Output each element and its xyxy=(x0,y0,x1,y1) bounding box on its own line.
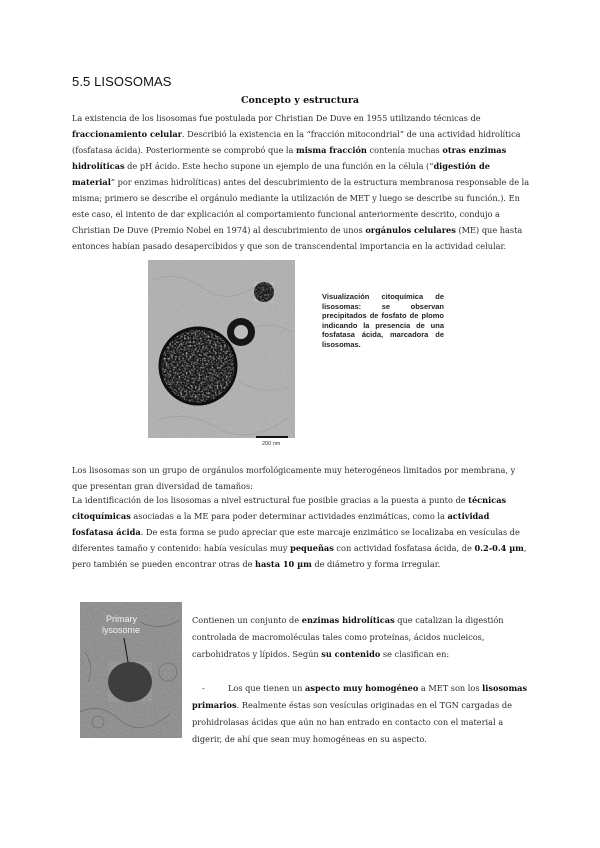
text-run: de pH ácido. Este hecho supone un ejemplo de una función en la célula (“ xyxy=(124,161,434,171)
text-run: . De esta forma se pudo apreciar que este marcaje enzimático se localizaba en vesículas de diferentes tamaño y contenido: había vesículas muy xyxy=(72,527,520,553)
bold-term: misma fracción xyxy=(296,145,367,155)
figure-label-line2: lysosome xyxy=(102,625,141,635)
lysosome-micrograph-image xyxy=(148,260,295,455)
bold-term: orgánulos celulares xyxy=(365,225,456,235)
bold-term: enzimas hidrolíticas xyxy=(301,615,395,625)
text-run: Los que tienen un xyxy=(228,683,306,693)
bold-term: fraccionamiento celular xyxy=(72,129,182,139)
section-title: 5.5 LISOSOMAS xyxy=(72,74,172,89)
dash-bullet: - xyxy=(202,683,205,693)
text-run: , pero también se pueden encontrar otras de xyxy=(72,543,527,569)
text-run: de diámetro y forma irregular. xyxy=(311,559,441,569)
scale-bar-label: 200 nm xyxy=(262,441,281,447)
figure-label-line1: Primary xyxy=(106,614,137,624)
text-run: ” por enzimas hidrolíticas) antes del descubrimiento de la estructura membranosa responsable de la misma; primero se describe el orgánulo mediante la utilización de MET y luego se describe su función.). En este caso, el intento de dar explicación al comportamiento funcional anteriormente descrito, condujo a Christian De Duve (Premio Nobel en 1974) al descubrimiento de unos xyxy=(72,177,530,235)
text-run: . Describió la existencia en la “fracción mitocondrial” de una actividad hidrolítica (fosfatasa ácida). Posteriormente se comprobó que la xyxy=(72,129,521,155)
bold-term: lisosomas primarios xyxy=(192,683,528,710)
text-run: con actividad fosfatasa ácida, de xyxy=(333,543,475,553)
bold-term: su contenido xyxy=(321,649,381,659)
bold-term: técnicas citoquímicas xyxy=(72,495,507,521)
text-run: contenía muchas xyxy=(366,145,443,155)
text-run: Contienen un conjunto de xyxy=(192,615,302,625)
section-subtitle: Concepto y estructura xyxy=(240,95,360,106)
lysosome-micrograph-figure xyxy=(148,260,295,455)
text-run: La existencia de los lisosomas fue postulada por Christian De Duve en 1955 utilizando técnicas de xyxy=(72,113,481,123)
primary-lysosome-micrograph xyxy=(80,602,182,738)
bold-term: digestión de material xyxy=(72,161,490,187)
bold-term: hasta 10 µm xyxy=(255,559,312,569)
text-run: asociadas a la ME para poder determinar actividades enzimáticas, como la xyxy=(130,511,448,521)
paragraph-enzymes xyxy=(192,612,532,663)
bold-term: actividad fosfatasa ácida xyxy=(72,511,490,537)
text-run: que catalizan la digestión controlada de macromoléculas tales como proteínas, ácidos nucleicos, carbohidratos y lípidos. Según xyxy=(192,615,504,659)
bold-term: aspecto muy homogéneo xyxy=(305,683,419,693)
figure-caption: Visualización citoquímica de lisosomas: se observan precipitados de fosfato de plomo indicando la presencia de una fosfatasa ácida, marcadora de lisosomas. xyxy=(322,292,444,349)
paragraph-heterogeneity: Los lisosomas son un grupo de orgánulos morfológicamente muy heterogéneos limitados por membrana, y que presentan gran diversidad de tamaños: xyxy=(72,465,516,491)
text-run: . Realmente éstas son vesículas originadas en el TGN cargadas de prohidrolasas ácidas que aún no han entrado en contacto con el material a digerir, de ahí que sean muy homogéneas en su aspecto. xyxy=(192,700,512,744)
bold-term: otras enzimas hidrolíticas xyxy=(72,145,507,171)
list-item-primary-lysosomes xyxy=(192,680,532,748)
paragraph-history xyxy=(72,110,532,254)
text-run: a MET son los xyxy=(418,683,483,693)
text-run: (ME) que hasta entonces habían pasado desapercibidos y que son de transcendental importancia en la actividad celular. xyxy=(72,225,523,251)
paragraph-identification xyxy=(72,492,532,572)
text-run: La identificación de los lisosomas a nivel estructural fue posible gracias a la puesta a punto de xyxy=(72,495,469,505)
bold-term: 0.2-0.4 µm xyxy=(474,543,524,553)
text-run: se clasifican en: xyxy=(380,649,450,659)
bold-term: pequeñas xyxy=(290,543,334,553)
